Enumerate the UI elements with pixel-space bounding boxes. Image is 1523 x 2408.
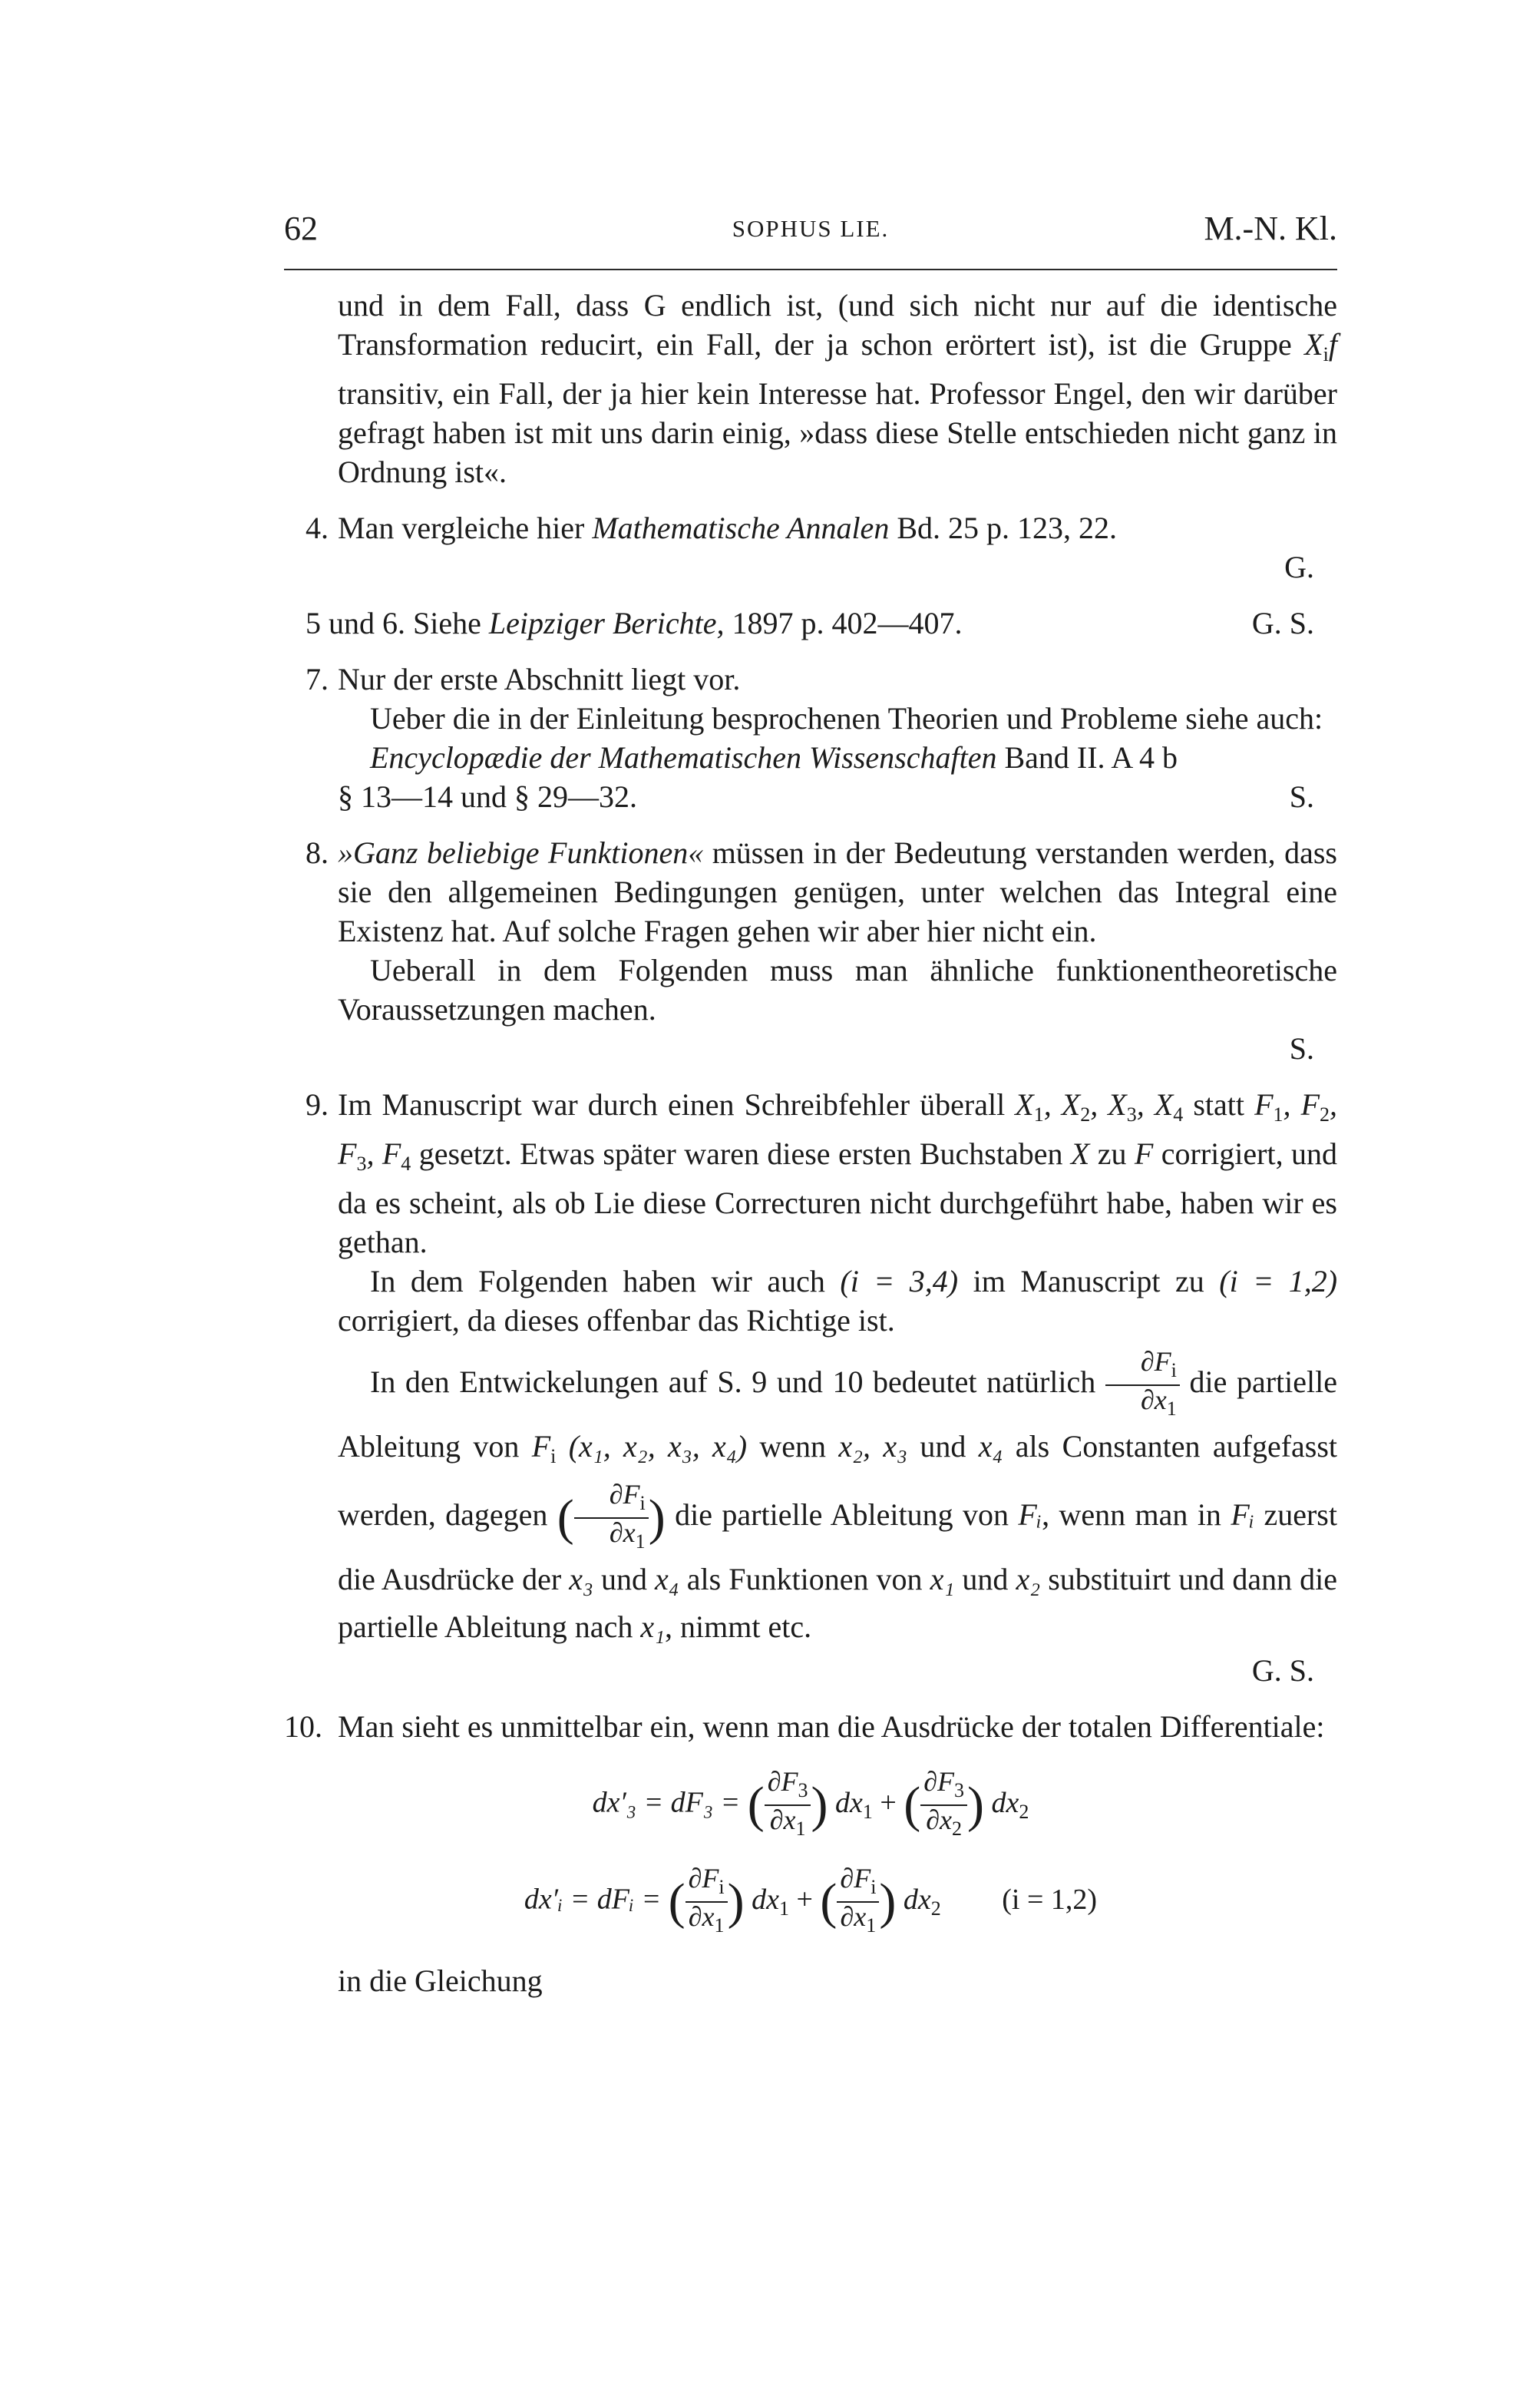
math-X: $X_if$ bbox=[1304, 327, 1337, 366]
note-9: 9. Im Manuscript war durch einen Schreibfehler überall $X_1$, $X_2$, $X_3$, $X_4$ statt $F_1$, $F_2$, $F_3$, $F_4$ gesetzt. Etwas später waren diese ersten Buchstaben X zu F corrigiert, und da es scheint, als ob Lie diese Correcturen nicht durchgeführt habe, haben wir es gethan. In dem Folgenden haben wir auch (i = 3,4) im Manuscript zu (i = 1,2) corrigiert, da dieses offenbar das Richtige ist. In den Entwickelungen auf S. 9 und 10 bedeutet natürlich $\frac{\partial F_i}{\partial x_1}$ die partielle Ableitung von $F_i$ (x₁, x₂, x₃, x₄) wenn x₂, x₃ und x₄ als Constanten aufgefasst werden, dagegen ( $\frac{\partial F_i}{\partial x_1}$ ) die partielle Ableitung von Fᵢ, wenn man in Fᵢ zuerst die Ausdrücke der x₃ und x₄ als Funktionen von x₁ und x₂ substituirt und dann die partielle Ableitung nach x₁, nimmt etc. G. S. bbox=[284, 1085, 1337, 1690]
cited-title: Leipziger Berichte, bbox=[488, 606, 725, 640]
note-number: 7. bbox=[306, 662, 329, 696]
note-number: 4. bbox=[306, 511, 329, 545]
note-8: 8. »Ganz beliebige Funktionen« müssen in der Bedeutung verstanden werden, dass sie den allgemeinen Bedingungen genügen, unter welchen das Integral eine Existenz hat. Auf solche Fragen gehen wir aber hier nicht ein. Ueberall in dem Folgenden muss man ähnliche funktionentheoretische Voraussetzungen machen. S. bbox=[284, 833, 1337, 1068]
note-number: 10. bbox=[284, 1709, 322, 1744]
page-number: 62 bbox=[284, 210, 318, 247]
note-number: 8. bbox=[306, 835, 329, 870]
running-header bbox=[284, 209, 1337, 256]
section-label: M.-N. Kl. bbox=[1204, 210, 1337, 247]
trailing-text: in die Gleichung bbox=[338, 1963, 543, 1998]
equation-tag: (i = 1,2) bbox=[1002, 1883, 1098, 1916]
cited-title: Mathematische Annalen bbox=[592, 511, 890, 545]
note-signature: G. S. bbox=[1251, 606, 1314, 640]
note-10: 10. Man sieht es unmittelbar ein, wenn man die Ausdrücke der totalen Differentiale: bbox=[284, 1707, 1337, 1746]
note-5-6: 5 und 6. Siehe Leipziger Berichte, 1897 p. 402—407. G. S. bbox=[284, 604, 1337, 643]
equation-dxi: dx′ᵢ = dFᵢ = ( $\frac{\partial F_i}{\partial x_1}$ ) $dx_1$ + ( $\frac{\partial F_i}{\partial x_1}$ ) $dx_2$ (i = 1,2) bbox=[524, 1863, 1098, 1937]
fraction-bracketed-dFi-dx1: $\frac{\partial F_i}{\partial x_1}$ bbox=[574, 1480, 649, 1556]
note-4: 4. Man vergleiche hier Mathematische Annalen Bd. 25 p. 123, 22. G. bbox=[284, 508, 1337, 587]
note-signature: G. S. bbox=[1251, 1653, 1314, 1688]
note-signature: S. bbox=[1289, 1031, 1314, 1066]
cited-title: Encyclopædie der Mathematischen Wissenschaften bbox=[370, 740, 997, 775]
note-number: 9. bbox=[306, 1087, 329, 1122]
math-F-list: $F_1$, $F_2$, $F_3$, $F_4$ bbox=[338, 1087, 1338, 1175]
math-X-list: $X_1$, $X_2$, $X_3$, $X_4$ bbox=[1015, 1087, 1184, 1126]
note-signature: G. bbox=[1284, 550, 1314, 584]
note-number: 5 und 6. bbox=[306, 606, 405, 640]
continuation-paragraph: und in dem Fall, dass G endlich ist, (und sich nicht nur auf die identische Transformation reducirt, ein Fall, der ja schon erörtert ist), ist die Gruppe $X_if$ transitiv, ein Fall, der ja hier kein Interesse hat. Professor Engel, den wir darüber gefragt haben ist mit uns darin einig, »dass diese Stelle entschieden nicht ganz in Ordnung ist«. bbox=[338, 288, 1337, 489]
header-rule bbox=[284, 269, 1337, 270]
equation-dx3: dx′₃ = dF₃ = ( $\frac{\partial F_3}{\partial x_1}$ ) $dx_1$ + ( $\frac{\partial F_3}{\partial x_2}$ ) $dx_2$ bbox=[592, 1766, 1029, 1840]
note-signature: S. bbox=[1289, 779, 1314, 814]
cited-title: »Ganz beliebige Funktionen« bbox=[338, 835, 704, 870]
fraction-dFi-dx1: $\frac{\partial F_i}{\partial x_1}$ bbox=[1105, 1348, 1180, 1423]
running-title: SOPHUS LIE. bbox=[732, 215, 890, 242]
notes-body bbox=[284, 286, 1337, 2000]
note-7: 7. Nur der erste Abschnitt liegt vor. Ueber die in der Einleitung besprochenen Theorien und Probleme siehe auch: Encyclopædie der Mathematischen Wissenschaften Band II. A 4 b § 13—14 und § 29—32. S. bbox=[284, 660, 1337, 816]
